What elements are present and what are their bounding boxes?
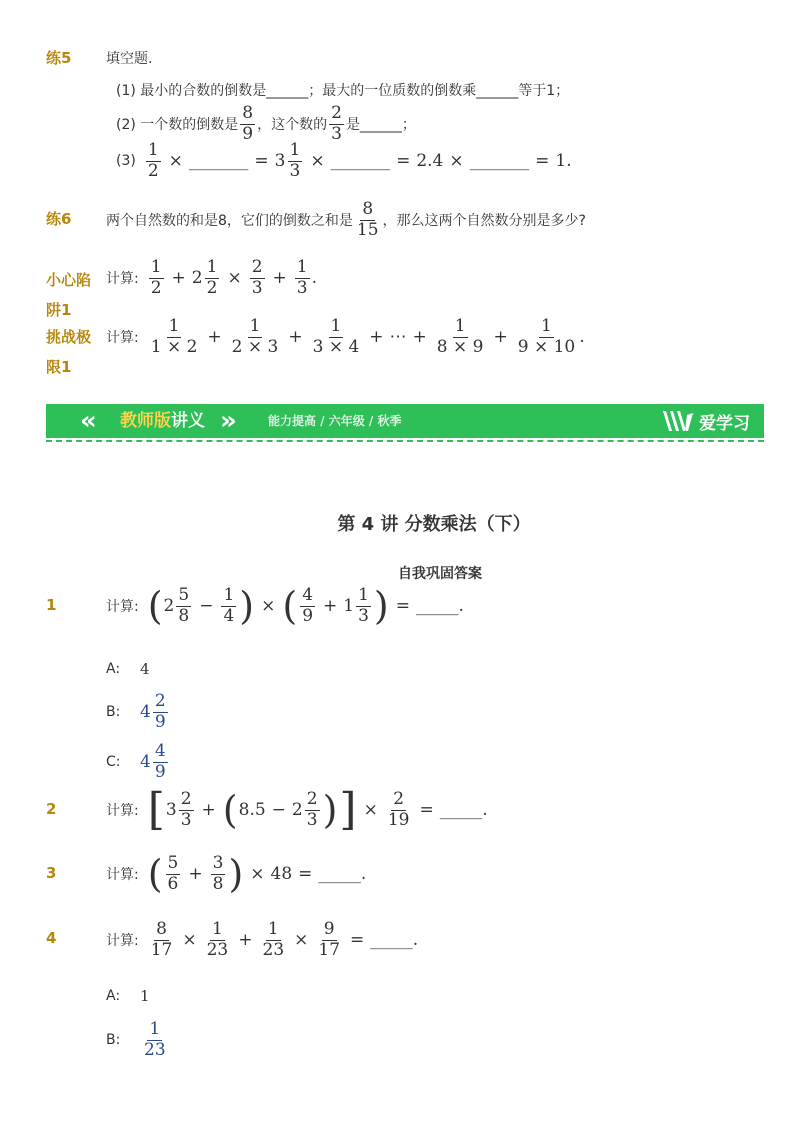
chevron-right-icon: » [220,406,237,436]
lecture-banner [46,404,764,438]
question-number-1: 1 [46,596,57,614]
question-3-label: 计算: [106,867,139,884]
trap-tag: 小心陷 阱1 [46,271,92,319]
q4-option-b-value: $\frac{1}{23}$ [144,1019,166,1060]
challenge-calc-label: 计算: [106,330,139,347]
practice-6-text-a: 两个自然数的和是8，它们的倒数之和是 [106,213,353,230]
question-1-expression: ( 2 $\frac{5}{8}$ − $\frac{1}{4}$ ) × ( $\frac{4}{9}$ + 1 $\frac{1}{3}$ ) = _____. [147,584,464,629]
question-4-label: 计算: [106,933,139,950]
question-2-label: 计算: [106,803,139,819]
question-4-expression: $\frac{8}{17}$ × $\frac{1}{23}$ + $\frac{1}{23}$ × $\frac{9}{17}$ = _____. [150,919,419,960]
chevron-left-icon: « [80,406,97,436]
answers-subtitle: 自我巩固答案 [398,566,482,582]
sub-item-3-equation: $\frac{1}{2}$ × _______ = 3 $\frac{1}{3}$ × _______ = 2.4 × _______ = 1. [147,140,572,181]
brand-logo [661,404,750,438]
sub-item-2-text-c: 是______； [345,117,416,134]
challenge-expression: $\frac{1}{1 \times 2}$ + $\frac{1}{2 \times 3}$ + $\frac{1}{3 \times 4}$ + ⋯ + $\frac{1}{8 \times 9}$ + $\frac{1}{9 \times 10}$ . [150,316,585,357]
question-1 [106,584,464,629]
challenge-tag: 挑战极 限1 [46,328,92,376]
practice-tag-6: 练6 [46,210,72,228]
banner-breadcrumb: 能力提高 / 六年级 / 秋季 [268,414,402,428]
q1-option-b[interactable]: B: 4 $\frac{2}{9}$ [106,692,170,732]
logo-text: 爱学习 [699,413,750,434]
question-2-expression: [ 3 $\frac{2}{3}$ + ( 8.5 − 2 $\frac{2}{3}$ ) ] × $\frac{2}{19}$ = _____. [147,784,488,835]
q1-option-a[interactable]: A: 4 [106,660,150,678]
practice-5-instruction: 填空题. [106,51,153,67]
banner-dashed-divider [46,440,764,442]
sub-item-2 [116,104,416,144]
fraction-8-15: $\frac{8}{15}$ [356,199,379,240]
q4-option-a[interactable]: A: 1 [106,987,150,1005]
question-2 [106,784,488,835]
question-3-expression: ( $\frac{5}{6}$ + $\frac{3}{8}$ ) × 48 = _____. [147,852,367,897]
q1-option-c-value: 4 $\frac{4}{9}$ [140,741,166,782]
trap-expression: $\frac{1}{2}$ + 2 $\frac{1}{2}$ × $\frac{2}{3}$ + $\frac{1}{3}$ . [150,257,318,298]
question-number-3: 3 [46,864,57,882]
sub-item-2-text-b: ，这个数的 [257,117,328,134]
lecture-title: 第 4 讲 分数乘法（下） [337,514,531,535]
q1-option-b-value: 4 $\frac{2}{9}$ [140,691,166,732]
practice-6-text-b: ，那么这两个自然数分别是多少? [382,213,586,230]
trap-question [106,258,317,298]
banner-title: 教师版讲义 [120,411,205,431]
question-number-4: 4 [46,929,57,947]
question-3 [106,852,367,897]
question-4 [106,920,418,960]
question-number-2: 2 [46,800,57,818]
q1-option-c[interactable]: C: 4 $\frac{4}{9}$ [106,742,170,782]
logo-mark-icon [661,409,695,433]
sub-item-1: (1) 最小的合数的倒数是______；最大的一位质数的倒数乘______等于1； [116,83,570,99]
sub-item-3-label: (3) [116,153,136,170]
question-1-label: 计算: [106,599,139,616]
practice-6-question [106,200,586,240]
fraction-2-3: $\frac{2}{3}$ [331,103,342,144]
practice-tag-5: 练5 [46,49,72,67]
challenge-question [106,317,585,357]
trap-calc-label: 计算: [106,271,139,288]
sub-item-2-text-a: (2) 一个数的倒数是 [116,117,239,134]
fraction-8-9: $\frac{8}{9}$ [242,103,254,144]
q4-option-b[interactable]: B: $\frac{1}{23}$ [106,1020,170,1060]
sub-item-3 [116,141,572,181]
